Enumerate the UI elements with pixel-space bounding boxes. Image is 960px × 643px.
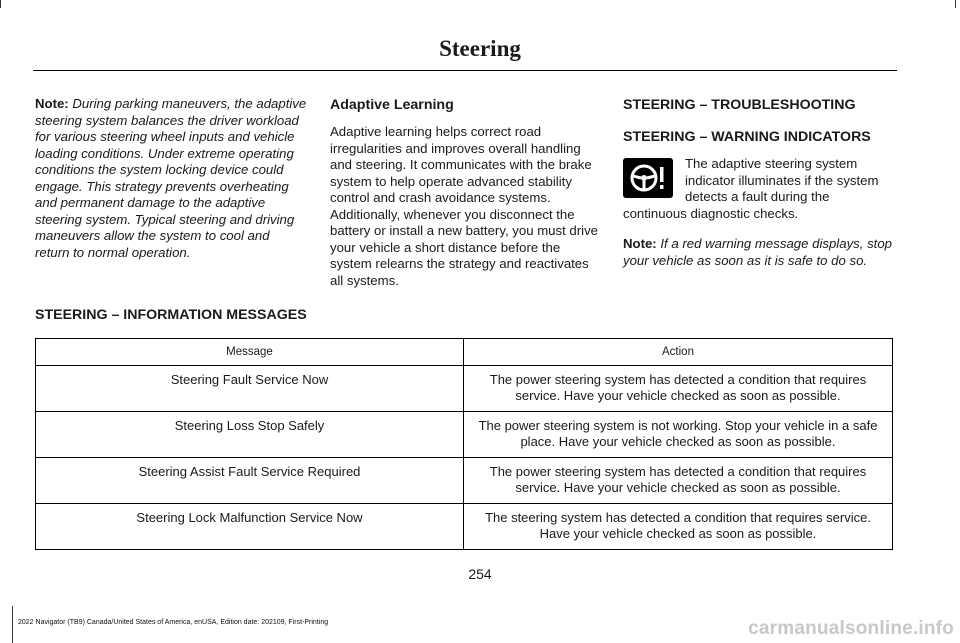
table-header-row	[36, 339, 893, 366]
page-number: 254	[468, 566, 492, 582]
crop-mark-top-right-v	[955, 0, 956, 8]
action-cell: The power steering system has detected a condition that requires service. Have your vehicle checked as soon as possible.	[464, 458, 893, 504]
message-cell: Steering Loss Stop Safely	[36, 412, 464, 458]
message-cell: Steering Assist Fault Service Required	[36, 458, 464, 504]
message-cell: Steering Lock Malfunction Service Now	[36, 504, 464, 550]
note-label: Note:	[35, 96, 69, 111]
table-row	[36, 366, 893, 412]
crop-mark-bottom-left-v	[12, 606, 13, 643]
column-header-action: Action	[464, 339, 893, 366]
table-row	[36, 504, 893, 550]
parking-note	[35, 96, 307, 261]
warning-indicators-heading: STEERING – WARNING INDICATORS	[623, 129, 871, 145]
steering-wheel-warning-icon	[623, 158, 673, 198]
right-column	[623, 96, 895, 269]
left-column	[35, 96, 307, 261]
action-cell: The power steering system is not working. Stop your vehicle in a safe place. Have your vehicle checked as soon as possible.	[464, 412, 893, 458]
note-text: During parking maneuvers, the adaptive steering system balances the driver workload for various steering wheel inputs and vehicle loading conditions. Under extreme operating conditions the system locking device could engage. This strategy prevents overheating and permanent damage to the adaptive steering system. Typical steering and driving maneuvers allow the system to cool and return to normal operation.	[35, 96, 307, 260]
information-messages-table	[35, 338, 893, 550]
note-text: If a red warning message displays, stop your vehicle as soon as it is safe to do so.	[623, 236, 893, 268]
table-row	[36, 412, 893, 458]
action-cell: The steering system has detected a condition that requires service. Have your vehicle checked as soon as possible.	[464, 504, 893, 550]
site-watermark: carmanualsonline.info	[748, 618, 954, 639]
table-row	[36, 458, 893, 504]
message-cell: Steering Fault Service Now	[36, 366, 464, 412]
adaptive-learning-heading: Adaptive Learning	[330, 97, 454, 113]
column-header-message: Message	[36, 339, 464, 366]
indicator-description	[623, 156, 895, 228]
edition-footer: 2022 Navigator (TB9) Canada/United States of America, enUSA, Edition date: 202109, First-Printing	[18, 619, 329, 626]
troubleshooting-heading: STEERING – TROUBLESHOOTING	[623, 97, 856, 113]
indicator-text: The adaptive steering system indicator illuminates if the system detects a fault during the continuous diagnostic checks.	[623, 156, 879, 221]
red-warning-note	[623, 236, 895, 269]
middle-column	[330, 96, 602, 289]
information-messages-heading: STEERING – INFORMATION MESSAGES	[35, 307, 307, 323]
page-title: Steering	[439, 36, 521, 61]
adaptive-learning-body: Adaptive learning helps correct road irregularities and improves overall handling and steering. It communicates with the brake system to help operate advanced stability control and crash avoidance systems. Additionally, whenever you disconnect the battery or install a new battery, you must drive your vehicle a short distance before the system relearns the strategy and reactivates all systems.	[330, 124, 599, 288]
note-label: Note:	[623, 236, 657, 251]
header-divider	[33, 70, 897, 71]
crop-mark-top-left-v	[0, 0, 1, 8]
action-cell: The power steering system has detected a condition that requires service. Have your vehicle checked as soon as possible.	[464, 366, 893, 412]
